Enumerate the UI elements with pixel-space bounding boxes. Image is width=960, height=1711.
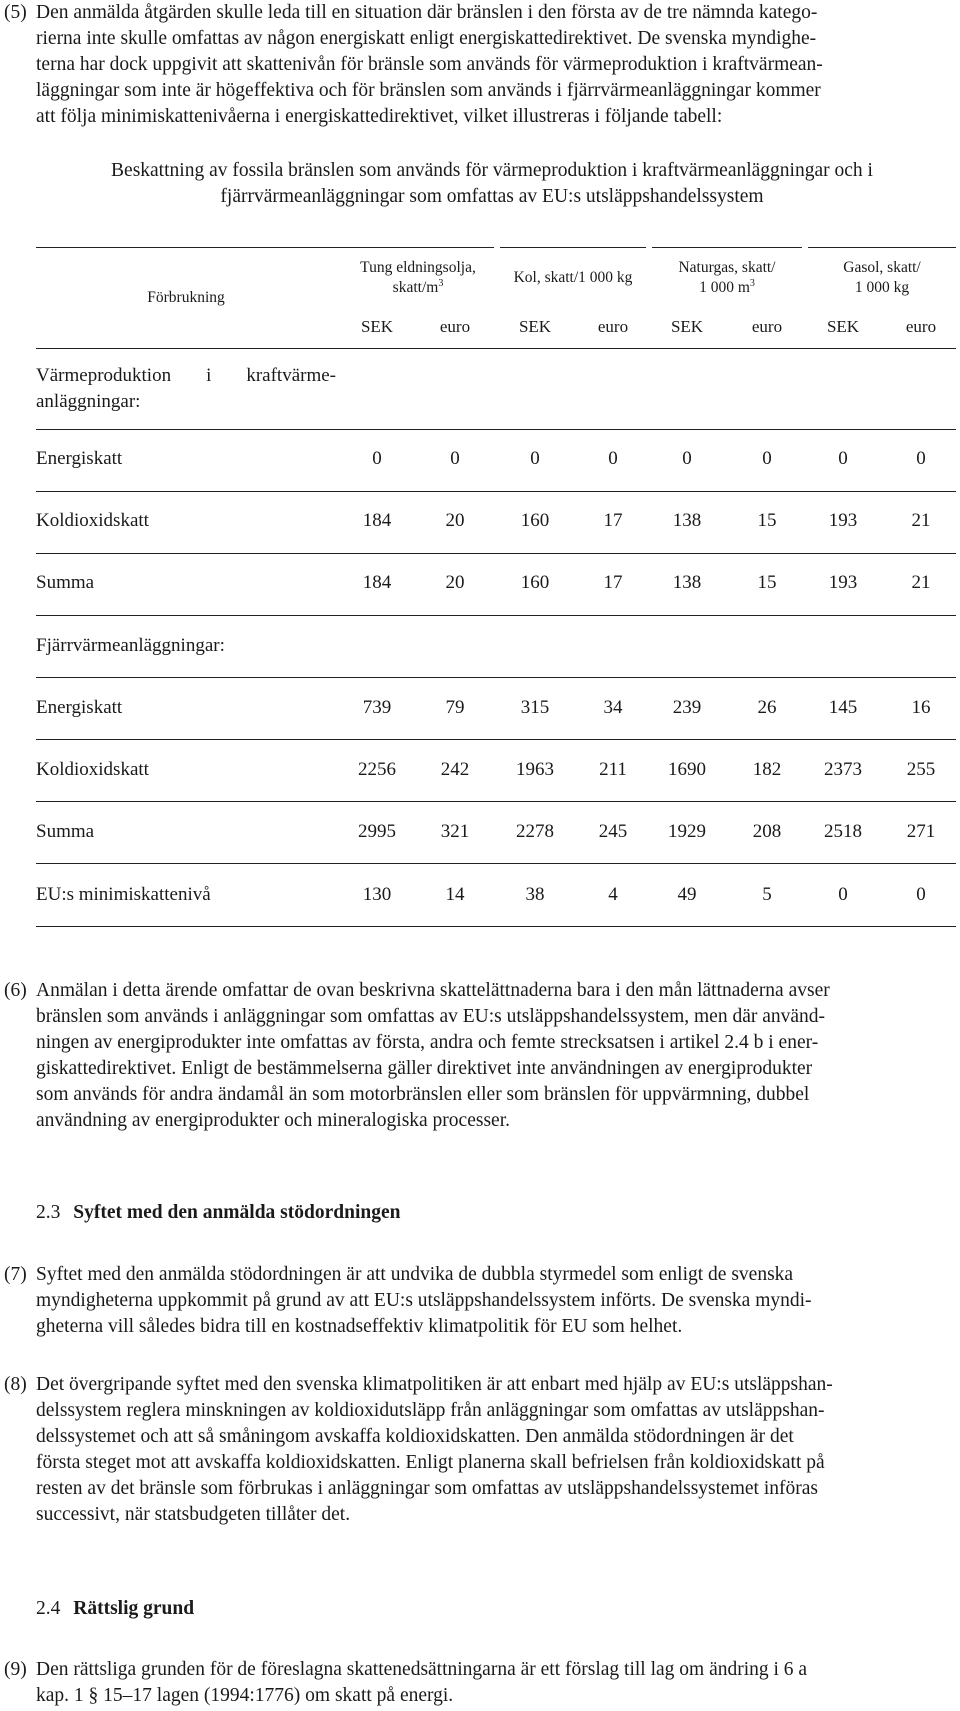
table-cell: 20 [445,510,465,531]
text-line: Den rättsliga grunden för de föreslagna skattenedsättningarna är ett förslag till lag om ändring i 6 a [36,1659,808,1680]
section-label: Fjärrvärmeanläggningar: [36,635,225,656]
table-cell: 2518 [824,821,862,842]
text-line: kap. 1 § 15–17 lagen (1994:1776) om skatt på energi. [36,1685,454,1706]
table-cell: 2278 [516,821,554,842]
table-cell: 0 [608,448,618,469]
text-line: delssystem reglera minskningen av koldioxidutsläpp från anläggningar som omfattas av utsläppshan- [36,1400,825,1421]
table-top-rule [342,247,494,248]
row-label: Koldioxidskatt [36,759,149,780]
currency-euro: euro [439,317,471,336]
table-cell: 130 [362,884,392,905]
row-rule [36,429,956,430]
text-line: giskattedirektivet. Enligt de bestämmelserna gäller direktivet inte användningen av energiprodukter [36,1058,813,1079]
header-bottom-rule [36,348,956,349]
table-cell: 193 [828,572,858,593]
text-line: Det övergripande syftet med den svenska klimatpolitiken är att enbart med hjälp av EU:s utsläppshan- [36,1374,833,1395]
table-row [0,757,960,787]
table-cell: 321 [440,821,470,842]
table-cell: 193 [828,510,858,531]
table-cell: 2373 [824,759,862,780]
section-number: 2.3 [36,1202,61,1223]
table-cell: 26 [757,697,777,718]
table-cell: 271 [906,821,936,842]
currency-sek: SEK [826,317,860,336]
table-top-rule [500,247,646,248]
text-line: myndigheterna uppkommit på grund av att EU:s utsläppshandelssystem införts. De svenska myndi- [36,1290,812,1311]
text-line: bränslen som används i anläggningar som omfattas av EU:s utsläppshandelssystem, men där använd- [36,1006,826,1027]
table-cell: 1929 [668,821,706,842]
table-row [0,695,960,725]
row-label: Summa [36,572,95,593]
text-line: delssystemet och att så småningom avskaffa koldioxidskatten. Den anmälda stödordningen är det [36,1426,794,1447]
table-cell: 739 [362,697,392,718]
table-bottom-rule [36,926,956,927]
paragraph-9 [4,1657,956,1709]
table-cell: 21 [911,572,931,593]
row-rule [36,615,956,616]
table-cell: 0 [838,448,848,469]
table-cell: 15 [757,510,777,531]
table-cell: 14 [445,884,465,905]
table-cell: 79 [445,697,465,718]
table-cell: 160 [520,572,550,593]
table-row [0,508,960,538]
currency-euro: euro [597,317,629,336]
table-cell: 16 [911,697,931,718]
text-line: som används för andra ändamål än som motorbränslen eller som bränslen för uppvärmning, dubbel [36,1084,810,1105]
table-cell: 20 [445,572,465,593]
table-cell: 0 [372,448,382,469]
row-label: Energiskatt [36,448,123,469]
table-cell: 2995 [358,821,396,842]
currency-euro: euro [751,317,783,336]
table-row [0,446,960,476]
table-top-rule [36,247,342,248]
currency-sek: SEK [360,317,394,336]
text-line: användning av energiprodukter och mineralogiska processer. [36,1110,510,1131]
table-cell: 2256 [358,759,396,780]
table-cell: 0 [530,448,540,469]
table-cell: 239 [672,697,702,718]
paragraph-6 [4,978,956,1134]
row-header: Förbrukning [147,289,225,306]
table-cell: 0 [838,884,848,905]
table-cell: 184 [362,510,392,531]
text-line: Den anmälda åtgärden skulle leda till en situation där bränslen i den första av de tre nämnda katego- [36,2,818,23]
table-row [0,882,960,912]
text-line: terna har dock uppgivit att skattenivån för bränsle som används för värmeproduktion i kraftvärmean- [36,54,823,75]
text-line: Syftet med den anmälda stödordningen är att undvika de dubbla styrmedel som enligt de svenska [36,1264,794,1285]
table-top-rule [652,247,802,248]
table-cell: 160 [520,510,550,531]
caption-line: fjärrvärmeanläggningar som omfattas av EU:s utsläppshandelssystem [220,186,764,207]
table-cell: 255 [906,759,936,780]
paragraph-5 [4,0,956,130]
table-cell: 17 [603,510,623,531]
table-cell: 184 [362,572,392,593]
table-cell: 315 [520,697,550,718]
currency-sek: SEK [670,317,704,336]
table-cell: 138 [672,510,702,531]
section-heading [36,1596,194,1622]
table-row [0,819,960,849]
table-cell: 0 [450,448,460,469]
table-cell: 0 [762,448,772,469]
caption-line: Beskattning av fossila bränslen som används för värmeproduktion i kraftvärmeanläggningar och i [111,160,873,181]
fuel-header: Tung eldningsolja, skatt/$m^3$ [360,259,476,296]
section-label: Värmeproduktion i kraftvärme- anläggningar: [36,365,336,412]
table-cell: 145 [828,697,858,718]
table-cell: 38 [525,884,545,905]
text-line: ningen av energiprodukter inte omfattas av första, andra och femte strecksatsen i artikel 2.4 b i ener- [36,1032,819,1053]
table-row [0,570,960,600]
text-line: rierna inte skulle omfattas av någon energiskatt enligt energiskattedirektivet. De svenska myndighe- [36,28,817,49]
table-cell: 5 [762,884,772,905]
row-label: Summa [36,821,95,842]
table-cell: 0 [682,448,692,469]
table-caption [32,158,952,210]
table-cell: 182 [752,759,782,780]
row-rule [36,491,956,492]
table-top-rule [808,247,956,248]
fuel-header: Kol, skatt/1 000 kg [513,269,633,286]
paragraph-number: (9) [4,1659,27,1680]
row-rule [36,863,956,864]
text-line: första steget mot att avskaffa koldioxidskatten. Enligt planerna skall befrielsen från koldioxidskatt på [36,1452,825,1473]
section-title: Syftet med den anmälda stödordningen [73,1202,401,1223]
text-line: gheterna vill således bidra till en kostnadseffektiv klimatpolitik för EU som helhet. [36,1316,683,1337]
table-cell: 0 [916,448,926,469]
table-cell: 211 [599,759,627,780]
table-cell: 208 [752,821,782,842]
row-label: Energiskatt [36,697,123,718]
paragraph-number: (8) [4,1374,27,1395]
table-cell: 34 [603,697,623,718]
table-cell: 245 [598,821,628,842]
row-rule [36,739,956,740]
row-rule [36,801,956,802]
paragraph-8 [4,1372,956,1528]
currency-sek: SEK [518,317,552,336]
section-heading [36,1200,400,1226]
paragraph-number: (5) [4,2,27,23]
fuel-header: Gasol, skatt/ 1 000 kg [843,259,921,296]
table-cell: 242 [440,759,470,780]
text-line: läggningar som inte är högeffektiva och för bränslen som används i fjärrvärmeanläggningar kommer [36,80,821,101]
table-cell: 1690 [668,759,706,780]
paragraph-7 [4,1262,956,1340]
section-title: Rättslig grund [73,1598,195,1619]
row-label: EU:s minimiskattenivå [36,884,211,905]
text-line: Anmälan i detta ärende omfattar de ovan beskrivna skattelättnaderna bara i den mån lättnaderna avser [36,980,830,1001]
table-cell: 138 [672,572,702,593]
text-line: att följa minimiskattenivåerna i energiskattedirektivet, vilket illustreras i följande tabell: [36,106,723,127]
text-line: successivt, när statsbudgeten tillåter det. [36,1504,351,1525]
table-cell: 15 [757,572,777,593]
table-cell: 0 [916,884,926,905]
paragraph-number: (6) [4,980,27,1001]
currency-euro: euro [905,317,937,336]
table-cell: 21 [911,510,931,531]
table-cell: 17 [603,572,623,593]
table-cell: 4 [608,884,618,905]
paragraph-number: (7) [4,1264,27,1285]
table-cell: 49 [677,884,697,905]
row-rule [36,553,956,554]
table-cell: 1963 [516,759,554,780]
row-rule [36,677,956,678]
text-line: resten av det bränsle som förbrukas i anläggningar som omfattas av utsläppshandelssystemet införas [36,1478,818,1499]
fuel-header: Naturgas, skatt/ 1 000 $m^3$ [678,259,776,296]
row-label: Koldioxidskatt [36,510,149,531]
section-number: 2.4 [36,1598,61,1619]
